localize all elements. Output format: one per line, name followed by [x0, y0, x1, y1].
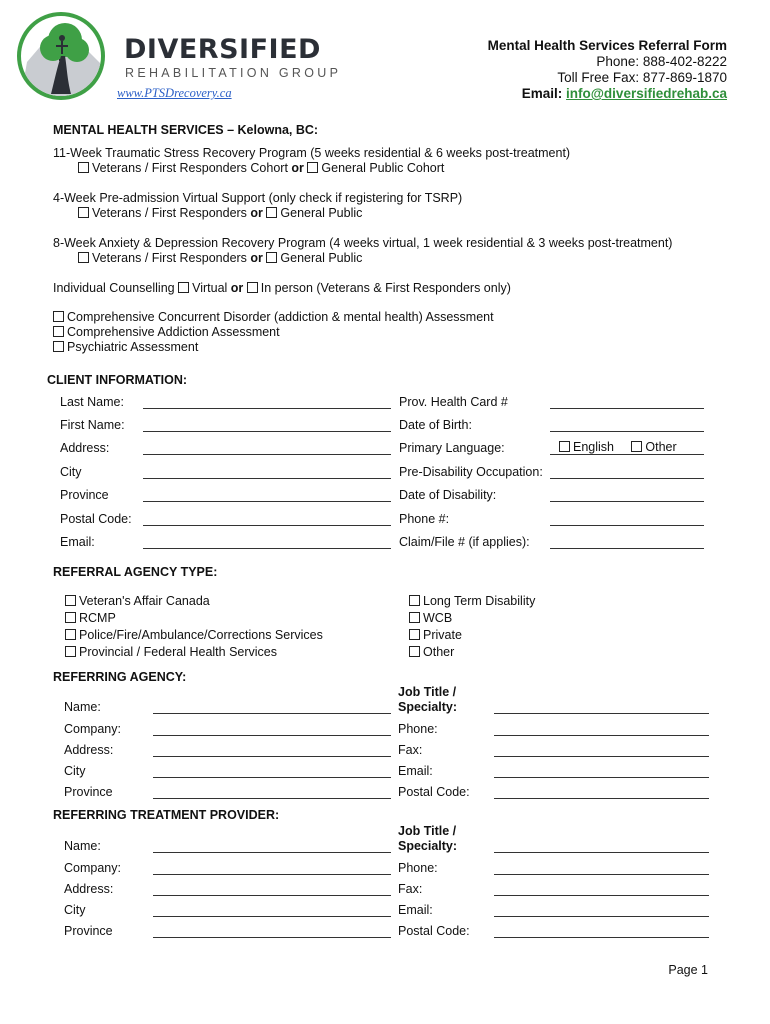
provider-address-label: Address:: [64, 882, 114, 896]
claim-field[interactable]: [550, 548, 704, 549]
vac-checkbox[interactable]: [65, 595, 76, 606]
agency-type-option: [65, 594, 210, 608]
dob-field[interactable]: [550, 431, 704, 432]
agency-type-option: [65, 628, 323, 642]
referring-agency-heading: REFERRING AGENCY:: [53, 670, 187, 684]
agency-province-label: Province: [64, 785, 113, 799]
preadmit-public-checkbox[interactable]: [266, 207, 277, 218]
email-label: Email:: [521, 86, 567, 101]
tsrp-title: 11-Week Traumatic Stress Recovery Program (5 weeks residential & 6 weeks post-treatment): [53, 146, 571, 160]
treatment-provider-heading: REFERRING TREATMENT PROVIDER:: [53, 808, 280, 822]
agency-email-field[interactable]: [494, 777, 709, 778]
counselling-virtual-label: Virtual: [192, 281, 228, 295]
occupation-field[interactable]: [550, 478, 704, 479]
provider-company-label: Company:: [64, 861, 121, 875]
agency-fax-label: Fax:: [398, 743, 423, 757]
agency-type-label: Provincial / Federal Health Services: [79, 645, 277, 659]
anxiety-veterans-label: Veterans / First Responders: [92, 251, 247, 265]
city-field[interactable]: [143, 478, 391, 479]
agency-fax-field[interactable]: [494, 756, 709, 757]
brand-name: DIVERSIFIED: [124, 34, 321, 65]
email-field[interactable]: [143, 548, 391, 549]
other-language-label: Other: [645, 440, 677, 454]
first-name-label: First Name:: [60, 418, 125, 432]
agency-job-title-field[interactable]: [494, 713, 709, 714]
province-field[interactable]: [143, 501, 391, 502]
agency-postal-label: Postal Code:: [398, 785, 470, 799]
address-field[interactable]: [143, 454, 391, 455]
preadmit-public-label: General Public: [280, 206, 363, 220]
preadmit-veterans-label: Veterans / First Responders: [92, 206, 247, 220]
agency-type-label: Long Term Disability: [423, 594, 536, 608]
claim-label: Claim/File # (if applies):: [399, 535, 530, 549]
provider-email-field[interactable]: [494, 916, 709, 917]
or-label: or: [230, 281, 244, 295]
health-card-field[interactable]: [550, 408, 704, 409]
ltd-checkbox[interactable]: [409, 595, 420, 606]
counselling-inperson-label: In person (Veterans & First Responders only): [260, 281, 511, 295]
agency-type-option: [65, 645, 277, 659]
last-name-label: Last Name:: [60, 395, 124, 409]
assessment-item: [53, 340, 198, 354]
counselling-label: Individual Counselling: [53, 281, 175, 295]
rcmp-checkbox[interactable]: [65, 612, 76, 623]
anxiety-title: 8-Week Anxiety & Depression Recovery Program (4 weeks virtual, 1 week residential & 3 weeks post-treatment): [53, 236, 673, 250]
provider-city-label: City: [64, 903, 86, 917]
english-label: English: [573, 440, 614, 454]
header-contact: [488, 38, 727, 102]
agency-name-field[interactable]: [153, 713, 391, 714]
agency-city-field[interactable]: [153, 777, 391, 778]
agency-address-label: Address:: [64, 743, 114, 757]
specialty-text: Specialty:: [398, 839, 458, 853]
provider-postal-label: Postal Code:: [398, 924, 470, 938]
provider-fax-label: Fax:: [398, 882, 423, 896]
other-agency-checkbox[interactable]: [409, 646, 420, 657]
police-fire-checkbox[interactable]: [65, 629, 76, 640]
assessment-label: Comprehensive Concurrent Disorder (addiction & mental health) Assessment: [67, 310, 494, 324]
agency-city-label: City: [64, 764, 86, 778]
or-label: or: [250, 251, 263, 265]
provider-phone-label: Phone:: [398, 861, 438, 875]
provider-name-label: Name:: [64, 839, 101, 853]
agency-type-label: Veteran's Affair Canada: [79, 594, 210, 608]
counselling-row: [53, 281, 511, 295]
occupation-label: Pre-Disability Occupation:: [399, 465, 543, 479]
first-name-field[interactable]: [143, 431, 391, 432]
anxiety-options: [78, 251, 362, 265]
anxiety-public-label: General Public: [280, 251, 363, 265]
agency-name-label: Name:: [64, 700, 101, 714]
tree-icon: [21, 16, 101, 96]
agency-company-field[interactable]: [153, 735, 391, 736]
preadmit-title: 4-Week Pre-admission Virtual Support (only check if registering for TSRP): [53, 191, 463, 205]
agency-email-label: Email:: [398, 764, 433, 778]
agency-type-option: [409, 611, 452, 625]
health-services-checkbox[interactable]: [65, 646, 76, 657]
wcb-checkbox[interactable]: [409, 612, 420, 623]
last-name-field[interactable]: [143, 408, 391, 409]
client-heading: CLIENT INFORMATION:: [47, 373, 188, 387]
preadmit-options: [78, 206, 362, 220]
tsrp-options: [78, 161, 444, 175]
provider-name-field[interactable]: [153, 852, 391, 853]
or-label: or: [250, 206, 263, 220]
email-link[interactable]: info@diversifiedrehab.ca: [566, 86, 727, 101]
postal-code-field[interactable]: [143, 525, 391, 526]
services-heading: MENTAL HEALTH SERVICES – Kelowna, BC:: [53, 123, 319, 137]
agency-job-title-label: [398, 685, 457, 715]
agency-type-option: [409, 628, 462, 642]
phone-label: Phone #:: [399, 512, 450, 526]
specialty-text: Specialty:: [398, 700, 458, 714]
assessment-label: Comprehensive Addiction Assessment: [67, 325, 280, 339]
agency-type-label: RCMP: [79, 611, 116, 625]
page-number: Page 1: [668, 963, 708, 977]
job-title-text: Job Title /: [398, 685, 457, 699]
provider-postal-field[interactable]: [494, 937, 709, 938]
provider-address-field[interactable]: [153, 895, 391, 896]
provider-city-field[interactable]: [153, 916, 391, 917]
logo-emblem: [17, 12, 105, 100]
agency-type-label: WCB: [423, 611, 453, 625]
language-underline: [550, 454, 704, 455]
provider-phone-field[interactable]: [494, 874, 709, 875]
agency-type-label: Other: [423, 645, 455, 659]
form-title: Mental Health Services Referral Form: [487, 38, 727, 53]
provider-job-title-field[interactable]: [494, 852, 709, 853]
provider-email-label: Email:: [398, 903, 433, 917]
provider-fax-field[interactable]: [494, 895, 709, 896]
agency-province-field[interactable]: [153, 798, 391, 799]
agency-type-option: [65, 611, 116, 625]
email-label: Email:: [60, 535, 95, 549]
postal-code-label: Postal Code:: [60, 512, 132, 526]
counselling-virtual-checkbox[interactable]: [178, 282, 189, 293]
phone-number: Phone: 888-402-8222: [596, 54, 727, 69]
health-card-label: Prov. Health Card #: [399, 395, 508, 409]
brand-tagline: REHABILITATION GROUP: [125, 66, 342, 80]
agency-type-label: Police/Fire/Ambulance/Corrections Services: [79, 628, 323, 642]
anxiety-veterans-checkbox[interactable]: [78, 252, 89, 263]
agency-phone-label: Phone:: [398, 722, 438, 736]
agency-postal-field[interactable]: [494, 798, 709, 799]
english-checkbox[interactable]: [559, 441, 570, 452]
phone-field[interactable]: [550, 525, 704, 526]
agency-type-heading: REFERRAL AGENCY TYPE:: [53, 565, 218, 579]
assessment-label: Psychiatric Assessment: [67, 340, 199, 354]
fax-number: Toll Free Fax: 877-869-1870: [557, 70, 727, 85]
preadmit-veterans-checkbox[interactable]: [78, 207, 89, 218]
provider-company-field[interactable]: [153, 874, 391, 875]
anxiety-public-checkbox[interactable]: [266, 252, 277, 263]
agency-type-label: Private: [423, 628, 462, 642]
or-label: or: [291, 161, 304, 175]
assessment-addiction-checkbox[interactable]: [53, 326, 64, 337]
city-label: City: [60, 465, 82, 479]
tsrp-veterans-checkbox[interactable]: [78, 162, 89, 173]
disability-date-label: Date of Disability:: [399, 488, 497, 502]
assessment-psychiatric-checkbox[interactable]: [53, 341, 64, 352]
agency-phone-field[interactable]: [494, 735, 709, 736]
province-label: Province: [60, 488, 109, 502]
address-label: Address:: [60, 441, 110, 455]
assessment-concurrent-checkbox[interactable]: [53, 311, 64, 322]
agency-type-option: [409, 594, 535, 608]
provider-job-title-label: [398, 824, 457, 854]
agency-address-field[interactable]: [153, 756, 391, 757]
other-language-checkbox[interactable]: [631, 441, 642, 452]
agency-type-option: [409, 645, 454, 659]
dob-label: Date of Birth:: [399, 418, 472, 432]
counselling-inperson-checkbox[interactable]: [247, 282, 258, 293]
provider-province-label: Province: [64, 924, 113, 938]
assessment-item: [53, 310, 494, 324]
website-link[interactable]: www.PTSDrecovery.ca: [117, 86, 232, 100]
private-checkbox[interactable]: [409, 629, 420, 640]
assessment-item: [53, 325, 280, 339]
job-title-text: Job Title /: [398, 824, 457, 838]
tsrp-public-label: General Public Cohort: [321, 161, 445, 175]
tsrp-public-checkbox[interactable]: [307, 162, 318, 173]
language-label: Primary Language:: [399, 441, 505, 455]
tsrp-veterans-label: Veterans / First Responders Cohort: [92, 161, 288, 175]
language-options: [559, 440, 677, 454]
disability-date-field[interactable]: [550, 501, 704, 502]
agency-company-label: Company:: [64, 722, 121, 736]
provider-province-field[interactable]: [153, 937, 391, 938]
